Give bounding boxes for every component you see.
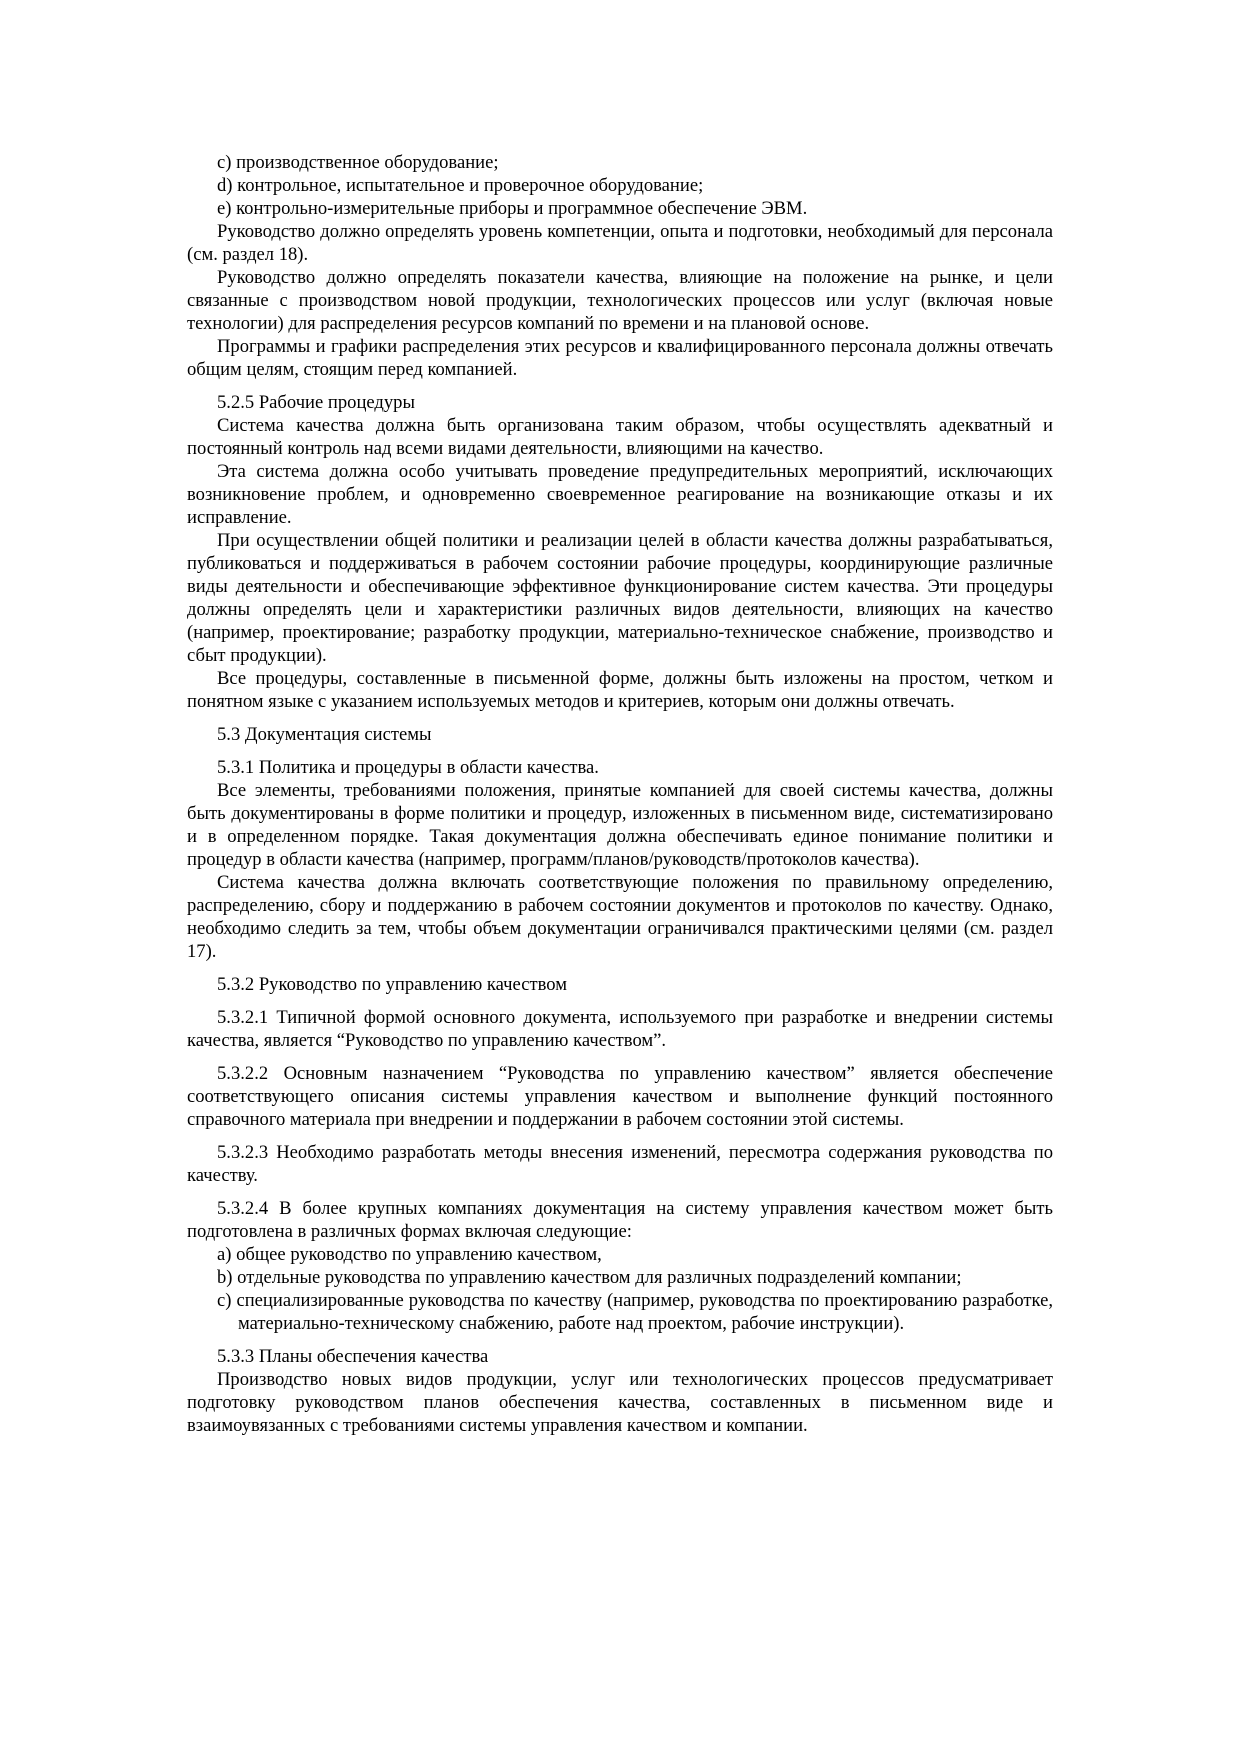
- paragraph-programs: Программы и графики распределения этих ресурсов и квалифицированного персонала должны отвечать общим целям, стоящим перед компанией.: [187, 336, 1053, 380]
- paragraph: Система качества должна включать соответствующие положения по правильному определению, распределению, сбору и поддержанию в рабочем состоянии документов и протоколов по качеству. Однако, необходимо следить за тем, чтобы объем документации ограничивался практическими целями (см. раздел 17).: [187, 872, 1053, 962]
- paragraph: Система качества должна быть организована таким образом, чтобы осуществлять адекватный и постоянный контроль над всеми видами деятельности, влияющими на качество.: [187, 415, 1053, 459]
- section-heading-5-3-3: 5.3.3 Планы обеспечения качества: [217, 1346, 489, 1367]
- section-heading-5-3-1: 5.3.1 Политика и процедуры в области качества.: [217, 757, 599, 778]
- section-heading-5-3: 5.3 Документация системы: [217, 724, 432, 745]
- list-item: e) контрольно-измерительные приборы и программное обеспечение ЭВМ.: [217, 198, 808, 219]
- paragraph-5-3-2-3: 5.3.2.3 Необходимо разработать методы внесения изменений, пересмотра содержания руководства по качеству.: [187, 1142, 1053, 1186]
- paragraph-5-3-2-2: 5.3.2.2 Основным назначением “Руководства по управлению качеством” является обеспечение соответствующего описания системы управления качеством и выполнение функций постоянного справочного материала при внедрении и поддержании в рабочем состоянии этой системы.: [187, 1063, 1053, 1130]
- paragraph: Все процедуры, составленные в письменной форме, должны быть изложены на простом, четком и понятном языке с указанием используемых методов и критериев, которым они должны отвечать.: [187, 668, 1053, 712]
- paragraph-5-3-2-4: 5.3.2.4 В более крупных компаниях документация на систему управления качеством может быть подготовлена в различных формах включая следующие:: [187, 1198, 1053, 1242]
- list-item: c) специализированные руководства по качеству (например, руководства по проектированию разработке, материально-техническому снабжению, работе над проектом, рабочие инструкции).: [217, 1290, 1053, 1334]
- paragraph: При осуществлении общей политики и реализации целей в области качества должны разрабатываться, публиковаться и поддерживаться в рабочем состоянии рабочие процедуры, координирующие различные виды деятельности и обеспечивающие эффективное функционирование систем качества. Эти процедуры должны определять цели и характеристики различных видов деятельности, влияющих на качество (например, проектирование; разработку продукции, материально-техническое снабжение, производство и сбыт продукции).: [187, 530, 1053, 666]
- list-item: c) производственное оборудование;: [217, 152, 499, 173]
- paragraph: Производство новых видов продукции, услуг или технологических процессов предусматривает подготовку руководством планов обеспечения качества, составленных в письменном виде и взаимоувязанных с требованиями системы управления качеством и компании.: [187, 1369, 1053, 1436]
- list-item: a) общее руководство по управлению качеством,: [217, 1244, 602, 1265]
- section-heading-5-3-2: 5.3.2 Руководство по управлению качеством: [217, 974, 567, 995]
- list-item: b) отдельные руководства по управлению качеством для различных подразделений компании;: [217, 1267, 962, 1288]
- paragraph-5-3-2-1: 5.3.2.1 Типичной формой основного документа, используемого при разработке и внедрении системы качества, является “Руководство по управлению качеством”.: [187, 1007, 1053, 1051]
- list-item: d) контрольное, испытательное и проверочное оборудование;: [217, 175, 704, 196]
- paragraph-indicators: Руководство должно определять показатели качества, влияющие на положение на рынке, и цели связанные с производством новой продукции, технологических процессов или услуг (включая новые технологии) для распределения ресурсов компаний по времени и на плановой основе.: [187, 267, 1053, 334]
- paragraph: Все элементы, требованиями положения, принятые компанией для своей системы качества, должны быть документированы в форме политики и процедур, изложенных в письменном виде, систематизировано и в определенном порядке. Такая документация должна обеспечивать единое понимание политики и процедур в области качества (например, программ/планов/руководств/протоколов качества).: [187, 780, 1053, 870]
- paragraph-competence: Руководство должно определять уровень компетенции, опыта и подготовки, необходимый для персонала (см. раздел 18).: [187, 221, 1053, 265]
- paragraph: Эта система должна особо учитывать проведение предупредительных мероприятий, исключающих возникновение проблем, и одновременно своевременное реагирование на возникающие отказы и их исправление.: [187, 461, 1053, 528]
- section-heading-5-2-5: 5.2.5 Рабочие процедуры: [217, 392, 415, 413]
- document-body: [187, 151, 1053, 1437]
